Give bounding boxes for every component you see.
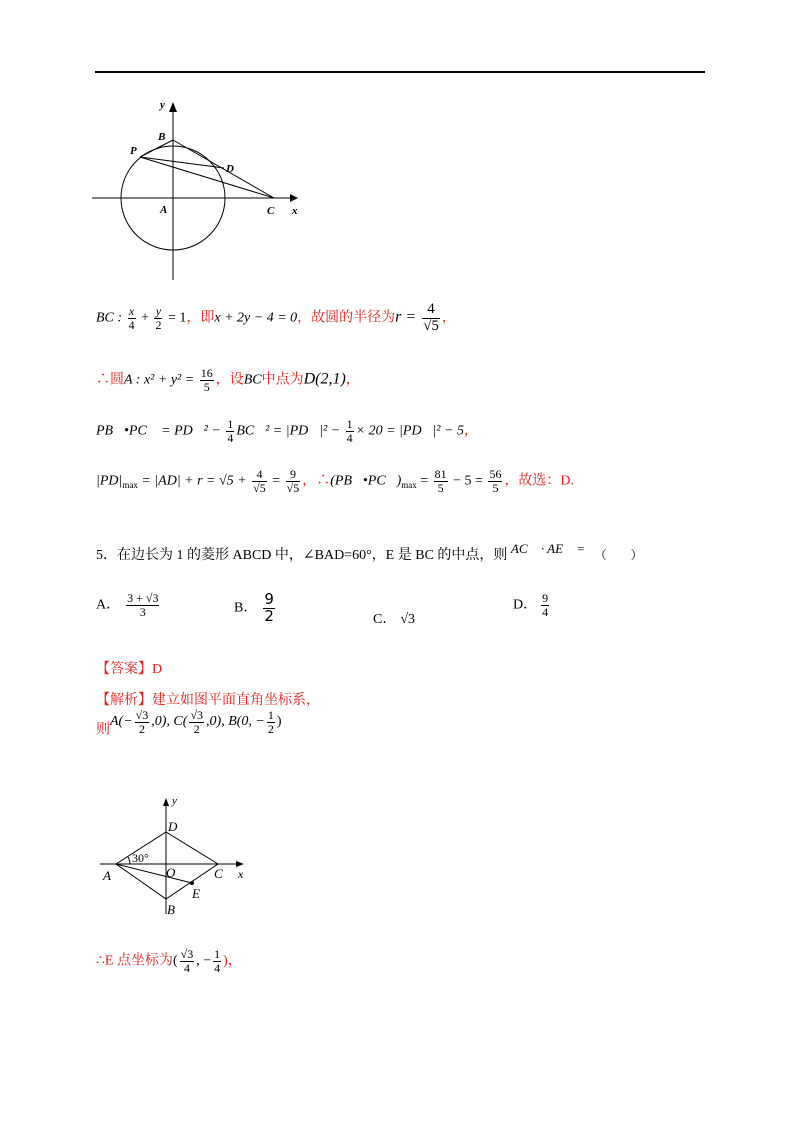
y-axis-arrow: [169, 102, 177, 112]
question-5: 5．在边长为 1 的菱形 ABCD 中，∠BAD=60°，E 是 BC 的中点，则 AC⃗ · AE⃗ = （ ）: [96, 541, 643, 563]
line-coordinates: 则A(− $\frac{√3}{2}$ ,0), C( $\frac{√3}{2}$ ,0), B(0, − $\frac{1}{2}$ ): [96, 708, 282, 738]
fig1-label-x: x: [292, 205, 298, 217]
segment-BC: [173, 140, 274, 198]
fig1-label-C: C: [267, 205, 275, 217]
fig2-label-C: C: [214, 866, 223, 881]
line-dot-product: PB⃗•PC⃗ = PD⃗² − $\frac{1}{4}$ BC⃗² = |PD⃗|² − $\frac{1}{4}$ × 20 = |PD⃗|² − 5，: [96, 417, 478, 445]
fig2-label-angle: 30°: [132, 851, 149, 865]
fig1-label-y: y: [160, 99, 165, 111]
segment-AE: [116, 864, 192, 883]
segment-PC: [140, 157, 274, 198]
answer-label: 【答案】D: [96, 662, 163, 677]
figure-circle: [92, 98, 302, 283]
segment-PB: [140, 140, 173, 157]
fig2-label-D: D: [168, 819, 178, 834]
option-a[interactable]: A． $\frac{3 + √3}{3}$: [96, 591, 159, 619]
option-c[interactable]: C． √3: [373, 612, 416, 627]
angle-arc: [128, 857, 130, 864]
fig2-label-B: B: [167, 902, 175, 916]
line-bc-equation: BC : $\frac{x}{4}$ + $\frac{y}{2}$ = 1，即x + 2y − 4 = 0，故圆的半径为r = $\frac{4}{√5}$ ，: [96, 301, 456, 334]
fig1-label-P: P: [130, 145, 137, 157]
fig1-label-B: B: [158, 131, 166, 143]
option-b[interactable]: B． $\frac{9}{2}$: [234, 590, 274, 625]
fig2-label-x: x: [238, 867, 244, 881]
figure-rhombus: [98, 796, 253, 916]
fig2-label-A: A: [103, 868, 111, 883]
fig2-label-y: y: [172, 796, 177, 807]
fig2-label-E: E: [192, 886, 200, 901]
fig1-label-D: D: [226, 163, 234, 175]
fig2-label-O: O: [166, 865, 176, 880]
line-circle-equation: ∴圆A : x² + y² = $\frac{16}{5}$ ，设BC中点为D(2,1)，: [96, 366, 360, 394]
analysis-label: 【解析】建立如图平面直角坐标系，: [96, 693, 320, 708]
fig1-label-A: A: [160, 204, 168, 216]
x-axis-arrow: [290, 194, 298, 202]
header-rule: [95, 71, 705, 73]
point-E: [190, 881, 194, 885]
option-d[interactable]: D． $\frac{9}{4}$: [513, 591, 549, 619]
line-max: $|PD|_{max} = |AD| + r = √5$ + $\frac{4}{√5}$ = $\frac{9}{√5}$ ，$\therefore(PB⃗•PC⃗)_{max}$ = $\frac{81}{5}$ − 5 = $\frac{56}{5}$ ，故选：D.: [96, 467, 575, 495]
line-e-point: ∴E 点坐标为( $\frac{√3}{4}$ , − $\frac{1}{4}$ )，: [96, 947, 242, 975]
y-axis-arrow: [163, 798, 169, 806]
